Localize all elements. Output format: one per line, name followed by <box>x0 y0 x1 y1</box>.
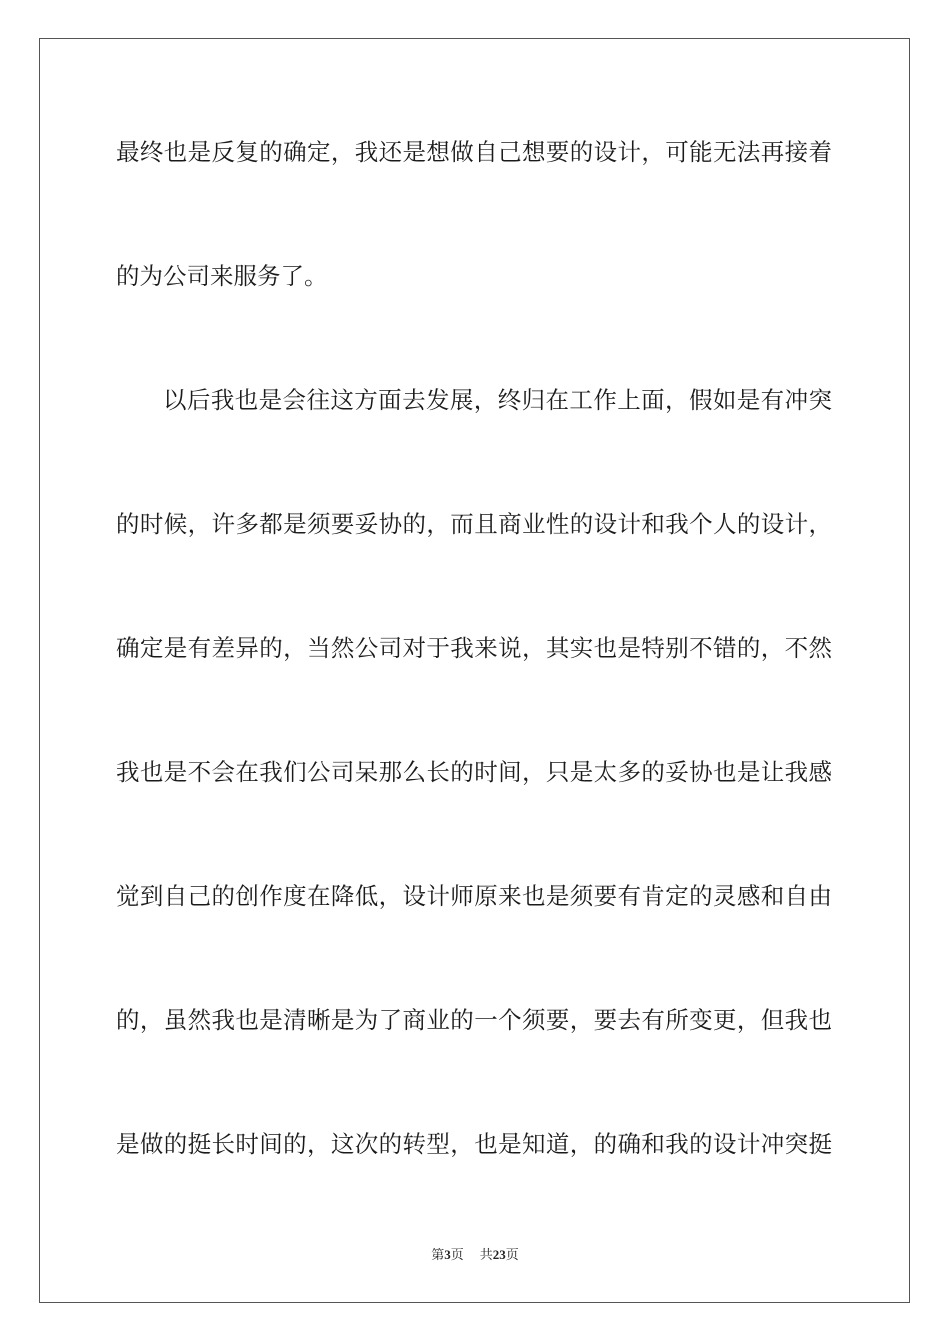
text-line-8: 的，虽然我也是清晰是为了商业的一个须要，要去有所变更，但我也 <box>116 1006 832 1034</box>
page-prefix: 第 <box>431 1247 445 1262</box>
total-prefix: 共 <box>479 1247 493 1262</box>
text-line-2: 的为公司来服务了。 <box>116 262 328 290</box>
page-current: 3 <box>444 1247 451 1262</box>
text-line-5: 确定是有差异的，当然公司对于我来说，其实也是特别不错的，不然 <box>116 634 832 662</box>
text-line-4: 的时候，许多都是须要妥协的，而且商业性的设计和我个人的设计， <box>116 510 832 538</box>
text-line-3: 以后我也是会往这方面去发展，终归在工作上面，假如是有冲突 <box>163 386 832 414</box>
text-line-7: 觉到自己的创作度在降低，设计师原来也是须要有肯定的灵感和自由 <box>116 882 832 910</box>
page-total: 23 <box>492 1247 506 1262</box>
page-border <box>39 38 910 1303</box>
text-line-6: 我也是不会在我们公司呆那么长的时间，只是太多的妥协也是让我感 <box>116 758 832 786</box>
text-line-1: 最终也是反复的确定，我还是想做自己想要的设计，可能无法再接着 <box>116 138 832 166</box>
page-footer <box>0 1246 950 1264</box>
page-suffix: 页 <box>450 1247 464 1262</box>
text-line-9: 是做的挺长时间的，这次的转型，也是知道，的确和我的设计冲突挺 <box>116 1130 832 1158</box>
total-suffix: 页 <box>505 1247 519 1262</box>
